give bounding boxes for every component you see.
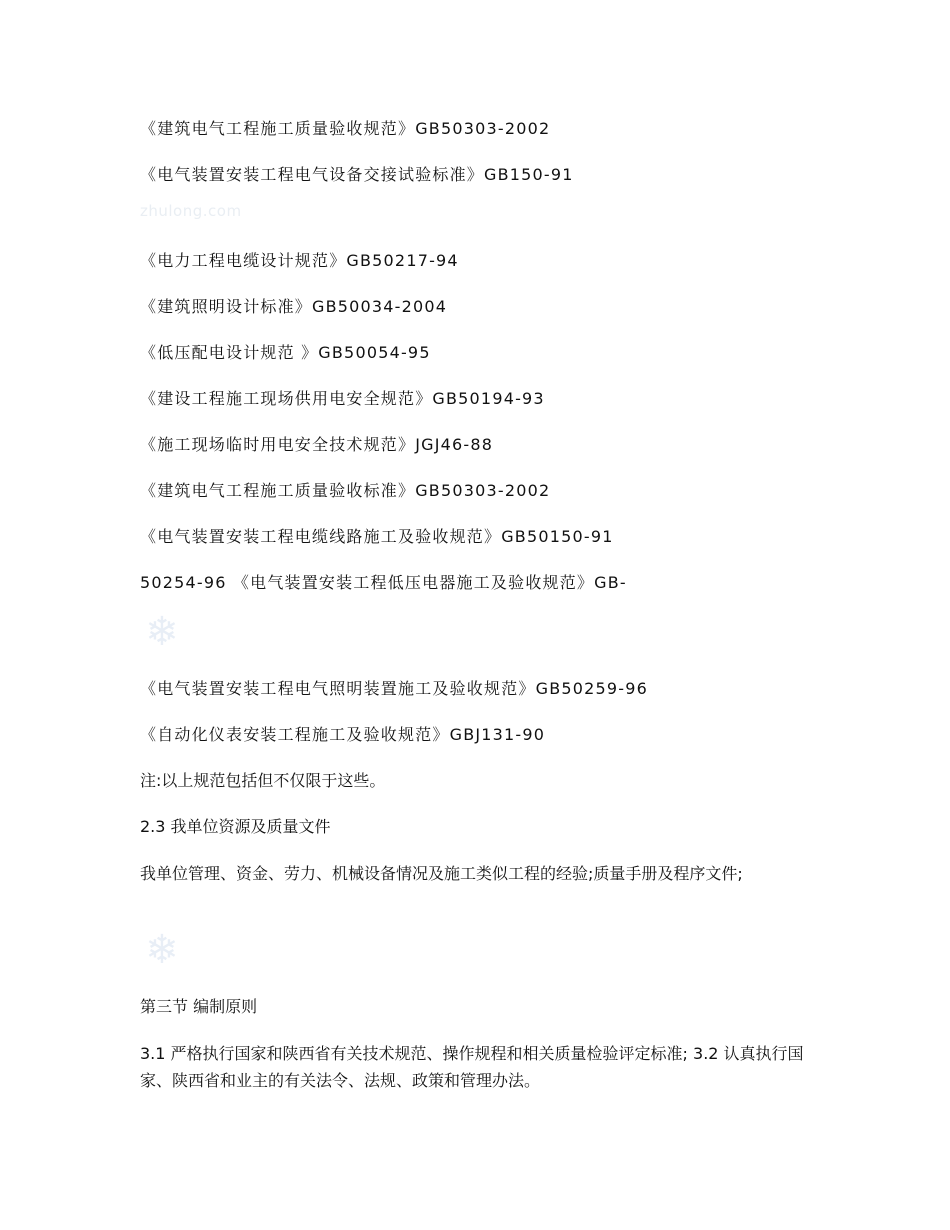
reference-item: 《电气装置安装工程电气设备交接试验标准》GB150-91 [140,165,574,184]
snowflake-watermark-icon: ❄ [145,927,179,973]
reference-item: 《建筑电气工程施工质量验收规范》GB50303-2002 [140,119,551,138]
section-body: 我单位管理、资金、劳力、机械设备情况及施工类似工程的经验;质量手册及程序文件; [140,864,743,883]
reference-item: 《建筑照明设计标准》GB50034-2004 [140,297,448,316]
snowflake-watermark-icon: ❄ [145,609,179,655]
reference-item: 《建设工程施工现场供用电安全规范》GB50194-93 [140,389,545,408]
section-heading: 第三节 编制原则 [140,997,258,1016]
reference-item: 《施工现场临时用电安全技术规范》JGJ46-88 [140,435,494,454]
reference-item: 《电力工程电缆设计规范》GB50217-94 [140,251,459,270]
reference-item: 《自动化仪表安装工程施工及验收规范》GBJ131-90 [140,725,546,744]
watermark: zhulong.com [140,202,242,220]
note-text: 注:以上规范包括但不仅限于这些。 [140,771,386,790]
reference-item: 《电气装置安装工程电气照明装置施工及验收规范》GB50259-96 [140,679,649,698]
section-body: 3.1 严格执行国家和陕西省有关技术规范、操作规程和相关质量检验评定标准; 3.2 认真执行国家、陕西省和业主的有关法令、法规、政策和管理办法。 [140,1044,804,1090]
section-heading: 2.3 我单位资源及质量文件 [140,817,331,836]
reference-item: 《电气装置安装工程电缆线路施工及验收规范》GB50150-91 [140,527,614,546]
reference-item: 《建筑电气工程施工质量验收标准》GB50303-2002 [140,481,551,500]
reference-item: 50254-96 《电气装置安装工程低压电器施工及验收规范》GB- [140,573,627,592]
reference-item: 《低压配电设计规范 》GB50054-95 [140,343,431,362]
